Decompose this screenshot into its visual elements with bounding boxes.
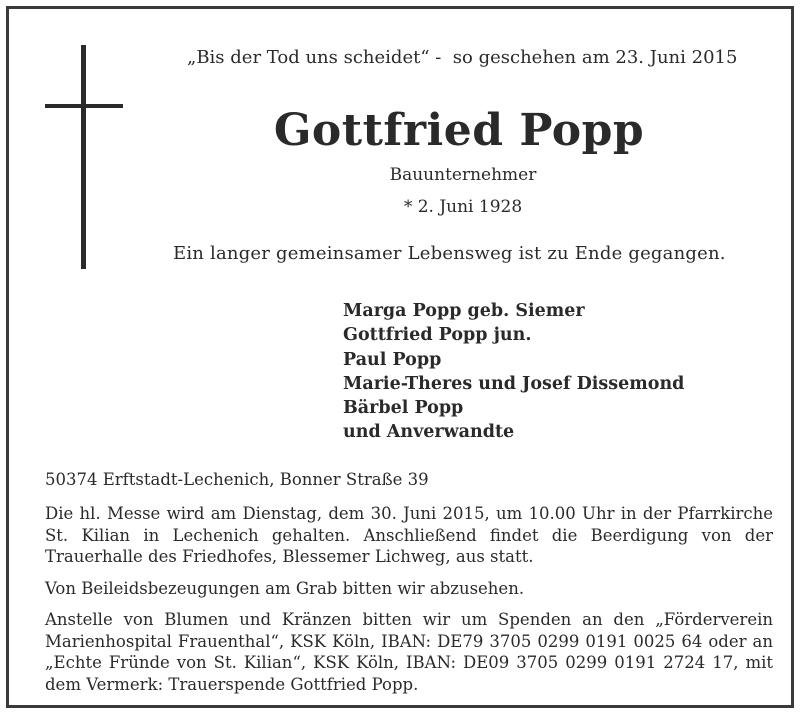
donation-notice: Anstelle von Blumen und Kränzen bitten wir um Spenden an den „Förderverein Marienhospital Frauenthal“, KSK Köln, IBAN: DE79 3705 0299 0191 0025 64 oder an „Echte Fründe von St. Kilian“, KSK Köln, IBAN: DE09 3705 0299 0191 2724 17, mit dem Vermerk: Trauerspende Gottfried Popp. bbox=[45, 610, 773, 694]
mourner-item: und Anverwandte bbox=[343, 422, 515, 443]
tagline: Ein langer gemeinsamer Lebensweg ist zu Ende gegangen. bbox=[173, 243, 726, 264]
mourner-item: Bärbel Popp bbox=[343, 398, 464, 419]
mourner-item: Paul Popp bbox=[343, 349, 442, 370]
deceased-birth-date: * 2. Juni 1928 bbox=[403, 197, 523, 217]
mourner-item: Marie-Theres und Josef Dissemond bbox=[343, 373, 685, 394]
deceased-profession: Bauunternehmer bbox=[389, 165, 537, 185]
header-quote: „Bis der Tod uns scheidet“ - so geschehen am 23. Juni 2015 bbox=[187, 47, 738, 68]
mourner-item: Gottfried Popp jun. bbox=[343, 325, 532, 346]
address: 50374 Erftstadt-Lechenich, Bonner Straße 39 bbox=[45, 470, 429, 489]
obituary-frame bbox=[6, 6, 794, 708]
mourners-list bbox=[343, 299, 743, 445]
mourner-item: Marga Popp geb. Siemer bbox=[343, 301, 585, 321]
cross-icon bbox=[81, 45, 86, 269]
deceased-name: Gottfried Popp bbox=[273, 105, 645, 156]
condolence-notice: Von Beileidsbezeugungen am Grab bitten wir abzusehen. bbox=[45, 579, 525, 598]
mass-notice: Die hl. Messe wird am Dienstag, dem 30. Juni 2015, um 10.00 Uhr in der Pfarrkirche St. Kilian in Lechenich gehalten. Anschließend findet die Beerdigung von der Trauerhalle des Friedhofes, Blessemer Lichweg, aus statt. bbox=[45, 504, 773, 566]
